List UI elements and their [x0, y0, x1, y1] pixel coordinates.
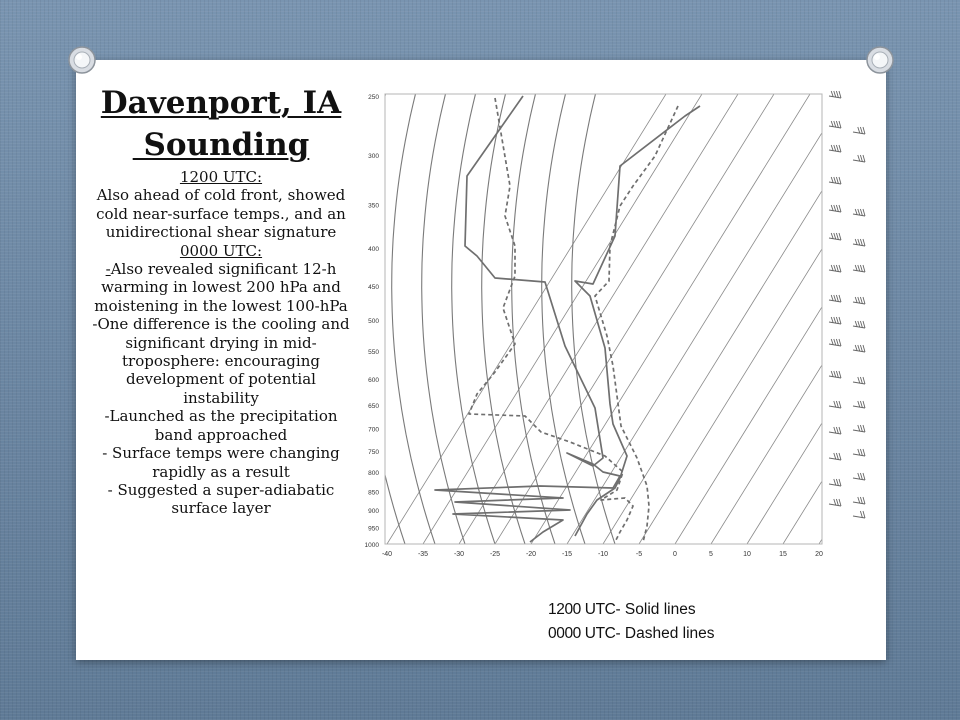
barb-feather [834, 371, 836, 377]
text-0000-utc-cooling: -One difference is the cooling and significant drying in mid-troposphere: encouraging development of potential instability [92, 315, 350, 407]
barb-feather [863, 239, 865, 246]
barb-feather [836, 233, 838, 240]
wind-barb [853, 473, 865, 480]
barb-staff [853, 406, 865, 408]
wind-barb [853, 345, 865, 352]
barb-feather [860, 497, 862, 504]
barb-feather [834, 265, 836, 271]
barb-feather [839, 205, 841, 212]
wind-barb [853, 239, 865, 246]
dry-adiabat-curve [452, 86, 495, 544]
dry-adiabat-curve [512, 86, 555, 544]
pressure-tick-label: 500 [368, 318, 379, 325]
pressure-tick-label: 700 [368, 426, 379, 434]
line-style-legend [548, 598, 808, 646]
barb-feather [834, 145, 836, 151]
barb-feather [836, 205, 838, 212]
barb-feather [839, 499, 841, 506]
text-0000-utc-warming [90, 260, 352, 315]
legend-dashed-desc: - Dashed lines [615, 625, 715, 642]
barb-staff [853, 478, 865, 480]
wind-barb [853, 155, 865, 162]
barb-feather [860, 155, 862, 162]
barb-staff [829, 126, 841, 128]
wind-barb [829, 145, 841, 152]
legend-solid [548, 598, 808, 622]
wind-barb [829, 371, 841, 378]
temperature-tick-label: -30 [453, 551, 465, 558]
barb-feather [860, 345, 862, 352]
pressure-tick-label: 750 [368, 449, 379, 457]
barb-feather [860, 401, 862, 408]
barb-feather [863, 345, 865, 352]
barb-feather [839, 317, 841, 324]
barb-feather [858, 377, 860, 383]
temperature-tick-label: -40 [381, 551, 393, 558]
barb-feather [836, 121, 838, 128]
barb-feather [860, 127, 862, 134]
pressure-tick-label: 900 [368, 507, 379, 515]
temperature-tick-label: -5 [635, 551, 643, 558]
barb-feather [860, 449, 862, 456]
skew-t-canvas [365, 86, 877, 560]
barb-feather [858, 239, 860, 245]
barb-staff [829, 432, 841, 434]
barb-feather [863, 511, 865, 518]
barb-feather [863, 497, 865, 504]
barb-feather [836, 295, 838, 302]
barb-feather [863, 377, 865, 384]
legend-dashed-key: 0000 UTC [548, 625, 616, 642]
dry-adiabat-curve [482, 86, 525, 544]
temperature-tick-label: -20 [525, 551, 537, 558]
barb-feather [839, 91, 841, 98]
pushpin-top-left [62, 40, 102, 80]
wind-barb [853, 209, 865, 216]
barb-feather [831, 205, 833, 211]
barb-feather [858, 265, 860, 271]
barb-feather [858, 297, 860, 303]
pressure-tick-label: 400 [368, 245, 379, 253]
barb-feather [834, 295, 836, 301]
wind-barb [829, 453, 841, 460]
barb-feather [839, 145, 841, 152]
temperature-axis [382, 551, 823, 558]
barb-staff [853, 430, 865, 432]
barb-staff [853, 270, 865, 272]
pressure-tick-label: 350 [368, 202, 379, 210]
pressure-tick-label: 1000 [365, 542, 379, 549]
barb-feather [860, 377, 862, 384]
barb-feather [834, 499, 836, 505]
barb-feather [855, 239, 857, 245]
barb-feather [858, 155, 860, 161]
barb-staff [853, 382, 865, 384]
barb-staff [853, 244, 865, 246]
barb-feather [858, 449, 860, 455]
isotherm-line [747, 86, 877, 544]
barb-feather [831, 233, 833, 239]
dry-adiabat-curve [542, 86, 585, 544]
wind-barb [853, 297, 865, 304]
text-0000-utc-launch: -Launched as the precipitation band approached [104, 407, 338, 444]
isotherm-line [783, 86, 877, 544]
temperature-tick-label: 10 [743, 551, 751, 558]
temperature-tick-label: 15 [779, 551, 787, 558]
temperature-tick-label: 5 [709, 551, 713, 558]
wind-barb [853, 449, 865, 456]
temperature-tick-label: -25 [489, 551, 501, 558]
barb-feather [855, 345, 857, 351]
barb-staff [853, 326, 865, 328]
barb-feather [860, 265, 862, 272]
pressure-tick-label: 650 [368, 402, 379, 410]
temperature-tick-label: 20 [815, 551, 823, 558]
underlined-dash: - [105, 260, 111, 279]
pressure-tick-label: 600 [368, 376, 379, 384]
wind-barb [853, 497, 865, 504]
barb-feather [834, 453, 836, 459]
barb-feather [831, 317, 833, 323]
barb-feather [831, 121, 833, 127]
barb-feather [836, 401, 838, 408]
text-0000-utc-warming-body: Also revealed significant 12-h warming in lowest 200 hPa and moistening in the lowest 100-hPa [94, 260, 348, 315]
barb-feather [834, 205, 836, 211]
title-line-2: Sounding [132, 127, 310, 163]
wind-barb [853, 511, 865, 518]
barb-feather [839, 479, 841, 486]
barb-feather [860, 321, 862, 328]
barb-feather [860, 209, 862, 216]
pressure-tick-label: 550 [368, 348, 379, 356]
temperature-tick-label: -10 [597, 551, 609, 558]
isotherm-line [639, 86, 877, 544]
barb-feather [863, 425, 865, 432]
barb-feather [831, 91, 833, 97]
legend-solid-desc: - Solid lines [615, 601, 696, 618]
text-0000-utc-surface-temps: - Surface temps were changing rapidly as a result [102, 444, 340, 481]
barb-feather [855, 321, 857, 327]
dry-adiabat-curve [422, 86, 465, 544]
barb-feather [858, 209, 860, 215]
barb-staff [853, 302, 865, 304]
barb-feather [836, 265, 838, 272]
pushpin-icon [62, 40, 102, 80]
barb-feather [839, 121, 841, 128]
isotherm-line [567, 86, 863, 544]
pressure-axis [365, 94, 379, 549]
barb-feather [834, 339, 836, 345]
wind-barb [829, 295, 841, 302]
slide-body [90, 168, 352, 518]
barb-staff [829, 300, 841, 302]
barb-feather [836, 453, 838, 460]
wind-barb [829, 121, 841, 128]
pressure-tick-label: 250 [368, 94, 379, 101]
barb-feather [860, 511, 862, 518]
barb-feather [836, 177, 838, 184]
barb-feather [855, 209, 857, 215]
barb-feather [836, 479, 838, 486]
barb-feather [860, 239, 862, 246]
pressure-tick-label: 800 [368, 469, 379, 477]
barb-staff [853, 516, 865, 518]
barb-staff [829, 376, 841, 378]
barb-feather [858, 321, 860, 327]
barb-feather [860, 473, 862, 480]
plot-frame [385, 94, 822, 544]
isotherm-line [423, 86, 719, 544]
barb-feather [863, 155, 865, 162]
barb-staff [829, 270, 841, 272]
heading-0000-utc: 0000 UTC: [179, 241, 263, 260]
pushpin-top-right [860, 40, 900, 80]
isotherm-line [603, 86, 877, 544]
isotherm-line [819, 86, 877, 544]
wind-barb [829, 499, 841, 506]
barb-feather [834, 401, 836, 407]
barb-feather [831, 295, 833, 301]
barb-feather [831, 145, 833, 151]
barb-feather [836, 371, 838, 378]
barb-staff [853, 160, 865, 162]
barb-feather [860, 425, 862, 432]
barb-feather [834, 91, 836, 97]
wind-barb [829, 265, 841, 272]
temperature-tick-label: -35 [417, 551, 429, 558]
barb-feather [834, 427, 836, 433]
pressure-tick-label: 950 [368, 525, 379, 533]
pressure-tick-label: 450 [368, 283, 379, 291]
title-line-1: Davenport, IA [100, 85, 342, 121]
barb-feather [839, 295, 841, 302]
barb-feather [836, 499, 838, 506]
wind-barb [829, 91, 841, 98]
wind-barb [853, 265, 865, 272]
wind-barb [853, 425, 865, 432]
barb-feather [839, 339, 841, 346]
barb-feather [863, 297, 865, 304]
barb-feather [831, 265, 833, 271]
text-1200-utc: Also ahead of cold front, showed cold near-surface temps., and an unidirectional shear signature [96, 186, 346, 242]
legend-solid-key: 1200 UTC [548, 601, 616, 618]
barb-feather [858, 473, 860, 479]
barb-feather [839, 401, 841, 408]
barb-staff [853, 350, 865, 352]
barb-feather [863, 265, 865, 272]
slide-title [90, 82, 352, 166]
barb-staff [829, 406, 841, 408]
barb-feather [863, 401, 865, 408]
temperature-tick-label: 0 [673, 551, 677, 558]
barb-feather [836, 317, 838, 324]
barb-staff [829, 210, 841, 212]
barb-feather [839, 265, 841, 272]
barb-feather [834, 177, 836, 183]
barb-staff [853, 454, 865, 456]
barb-staff [829, 322, 841, 324]
dry-adiabat-curve [572, 86, 615, 544]
wind-barb [853, 377, 865, 384]
barb-feather [831, 339, 833, 345]
barb-feather [858, 345, 860, 351]
barb-staff [829, 458, 841, 460]
isotherm-line [675, 86, 877, 544]
barb-feather [855, 265, 857, 271]
wind-barb [829, 339, 841, 346]
barb-feather [839, 453, 841, 460]
barb-staff [829, 150, 841, 152]
barb-feather [836, 145, 838, 152]
barb-feather [836, 339, 838, 346]
wind-barb [853, 127, 865, 134]
slide-text-column [90, 82, 352, 518]
legend-dashed [548, 622, 808, 646]
barb-feather [863, 127, 865, 134]
barb-feather [834, 317, 836, 323]
barb-feather [860, 297, 862, 304]
barb-staff [853, 132, 865, 134]
pressure-tick-label: 850 [368, 489, 379, 497]
barb-feather [831, 177, 833, 183]
isotherm-line [531, 86, 827, 544]
pressure-tick-label: 300 [368, 152, 379, 160]
solid-temperature-trace [435, 96, 620, 542]
barb-staff [853, 214, 865, 216]
barb-feather [834, 479, 836, 485]
isotherm-line [459, 86, 755, 544]
barb-feather [863, 321, 865, 328]
barb-feather [839, 233, 841, 240]
barb-feather [834, 121, 836, 127]
barb-staff [829, 504, 841, 506]
wind-barb [853, 401, 865, 408]
barb-feather [855, 297, 857, 303]
barb-feather [863, 473, 865, 480]
barb-staff [829, 238, 841, 240]
dashed-temperature-trace [595, 106, 678, 542]
wind-barb [829, 317, 841, 324]
barb-feather [858, 497, 860, 503]
wind-barb [829, 205, 841, 212]
barb-feather [831, 371, 833, 377]
wind-barbs [829, 91, 865, 518]
barb-feather [858, 401, 860, 407]
wind-barb [829, 401, 841, 408]
temperature-tick-label: -15 [561, 551, 573, 558]
pushpin-icon [860, 40, 900, 80]
barb-staff [829, 484, 841, 486]
barb-feather [863, 449, 865, 456]
barb-staff [853, 502, 865, 504]
barb-staff [829, 96, 841, 98]
wind-barb [853, 321, 865, 328]
barb-feather [863, 209, 865, 216]
text-0000-utc-superadiabatic: - Suggested a super-adiabatic surface layer [107, 480, 335, 518]
wind-barb [829, 177, 841, 184]
barb-staff [829, 182, 841, 184]
wind-barb [829, 233, 841, 240]
barb-feather [836, 91, 838, 98]
heading-1200-utc: 1200 UTC: [179, 168, 263, 186]
dry-adiabat-curve [392, 86, 435, 544]
barb-feather [858, 127, 860, 133]
barb-feather [858, 425, 860, 431]
barb-feather [839, 427, 841, 434]
barb-feather [836, 427, 838, 434]
wind-barb [829, 427, 841, 434]
barb-staff [829, 344, 841, 346]
wind-barb [829, 479, 841, 486]
barb-feather [839, 371, 841, 378]
barb-feather [834, 233, 836, 239]
barb-feather [839, 177, 841, 184]
skew-t-diagram [365, 86, 877, 560]
